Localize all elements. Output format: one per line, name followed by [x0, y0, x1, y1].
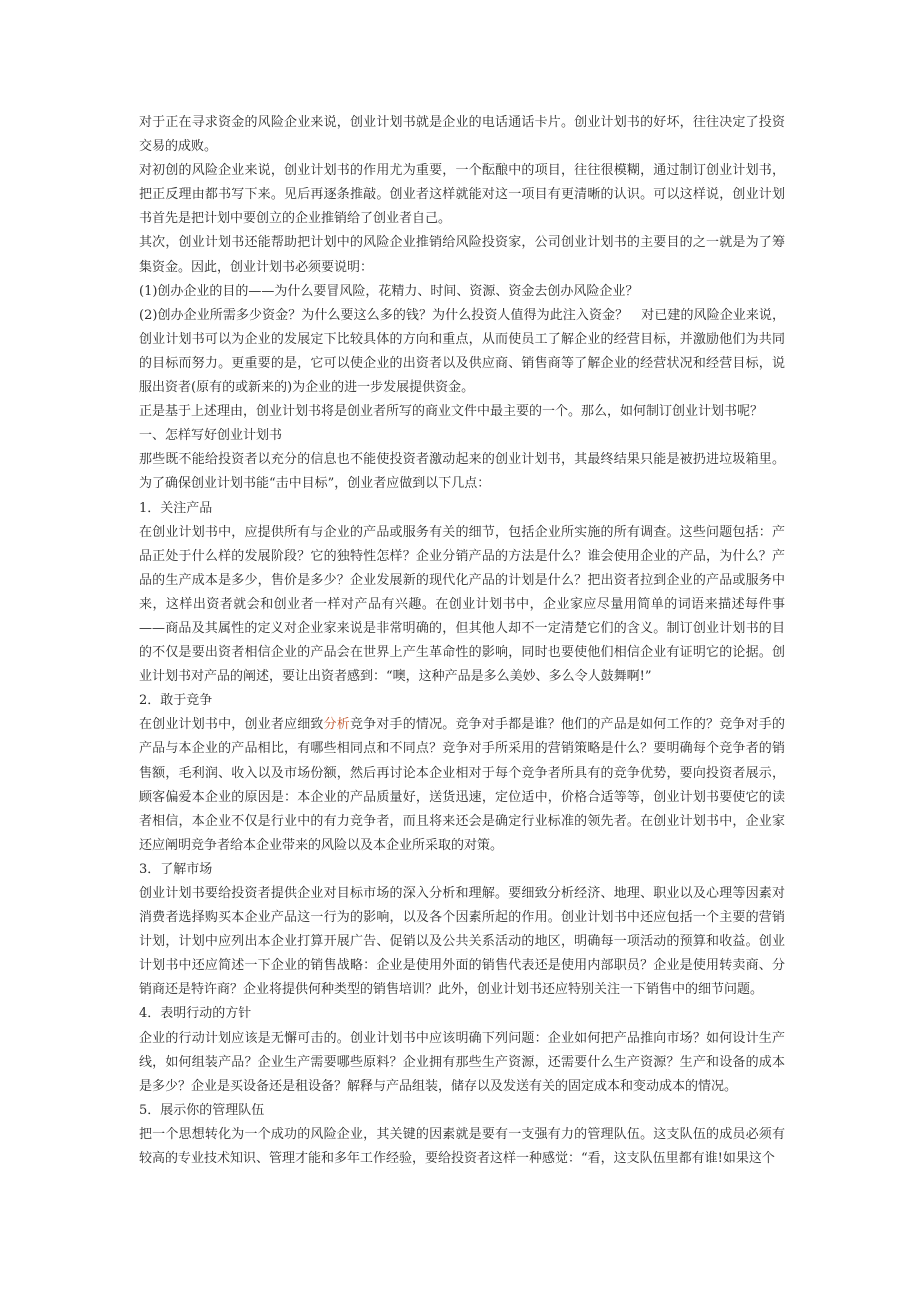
section-heading-how-to-write: 一、怎样写好创业计划书 — [139, 428, 283, 444]
analysis-link[interactable]: 分析 — [323, 717, 350, 733]
paragraph-target: 那些既不能给投资者以充分的信息也不能使投资者激动起来的创业计划书，其最终结果只能是被扔进垃圾箱里。为了确保创业计划书能“击中目标”，创业者应做到以下几点： — [139, 452, 785, 492]
subheading-action-plan: 4．表明行动的方针 — [139, 1006, 252, 1022]
subheading-product: 1．关注产品 — [139, 500, 213, 516]
paragraph-competition — [139, 713, 785, 858]
paragraph-point-1: (1)创办企业的目的——为什么要冒风险，花精力、时间、资源、资金去创办风险企业？ — [139, 283, 639, 299]
paragraph-startup-role: 对初创的风险企业来说，创业计划书的作用尤为重要，一个酝酿中的项目，往往很模糊，通过制订创业计划书，把正反理由都书写下来。见后再逐条推敲。创业者这样就能对这一项目有更清晰的认识。可以这样说，创业计划书首先是把计划中要创立的企业推销给了创业者自己。 — [139, 163, 785, 227]
paragraph-market: 创业计划书要给投资者提供企业对目标市场的深入分析和理解。要细致分析经济、地理、职业以及心理等因素对消费者选择购买本企业产品这一行为的影响，以及各个因素所起的作用。创业计划书中还应包括一个主要的营销计划，计划中应列出本企业打算开展广告、促销以及公共关系活动的地区，明确每一项活动的预算和收益。创业计划书中还应简述一下企业的销售战略：企业是使用外面的销售代表还是使用内部职员？企业是使用转卖商、分销商还是特许商？企业将提供何种类型的销售培训？此外，创业计划书还应特别关注一下销售中的细节问题。 — [139, 886, 785, 998]
paragraph-intro: 对于正在寻求资金的风险企业来说，创业计划书就是企业的电话通话卡片。创业计划书的好坏，往往决定了投资交易的成败。 — [139, 115, 785, 155]
subheading-market: 3．了解市场 — [139, 861, 213, 877]
paragraph-conclusion: 正是基于上述理由，创业计划书将是创业者所写的商业文件中最主要的一个。那么，如何制订创业计划书呢？ — [139, 404, 764, 420]
paragraph-fundraising: 其次，创业计划书还能帮助把计划中的风险企业推销给风险投资家，公司创业计划书的主要目的之一就是为了筹集资金。因此，创业计划书必须要说明： — [139, 235, 785, 275]
subheading-management-team: 5．展示你的管理队伍 — [139, 1102, 265, 1118]
paragraph-product: 在创业计划书中，应提供所有与企业的产品或服务有关的细节，包括企业所实施的所有调查。这些问题包括：产品正处于什么样的发展阶段？它的独特性怎样？企业分销产品的方法是什么？谁会使用企业的产品，为什么？产品的生产成本是多少，售价是多少？企业发展新的现代化产品的计划是什么？把出资者拉到企业的产品或服务中来，这样出资者就会和创业者一样对产品有兴趣。在创业计划书中，企业家应尽量用简单的词语来描述每件事——商品及其属性的定义对企业家来说是非常明确的，但其他人却不一定清楚它们的含义。制订创业计划书的目的不仅是要出资者相信企业的产品会在世界上产生革命性的影响，同时也要使他们相信企业有证明它的论据。创业计划书对产品的阐述，要让出资者感到：“噢，这种产品是多么美妙、多么令人鼓舞啊!” — [139, 524, 785, 685]
subheading-competition: 2．敢于竞争 — [139, 693, 213, 709]
competition-text-before: 在创业计划书中，创业者应细致 — [139, 717, 324, 733]
paragraph-action-plan: 企业的行动计划应该是无懈可击的。创业计划书中应该明确下列问题：企业如何把产品推向市场？如何设计生产线，如何组装产品？企业生产需要哪些原料？企业拥有那些生产资源，还需要什么生产资源？生产和设备的成本是多少？企业是买设备还是租设备？解释与产品组装，储存以及发送有关的固定成本和变动成本的情况。 — [139, 1030, 785, 1094]
competition-text-after: 竞争对手的情况。竞争对手都是谁？他们的产品是如何工作的？竞争对手的产品与本企业的产品相比，有哪些相同点和不同点？竞争对手所采用的营销策略是什么？要明确每个竞争者的销售额，毛利润、收入以及市场份额，然后再讨论本企业相对于每个竞争者所具有的竞争优势，要向投资者展示，顾客偏爱本企业的原因是：本企业的产品质量好，送货迅速，定位适中，价格合适等等，创业计划书要使它的读者相信，本企业不仅是行业中的有力竞争者，而且将来还会是确定行业标准的领先者。在创业计划书中，企业家还应阐明竞争者给本企业带来的风险以及本企业所采取的对策。 — [139, 717, 785, 853]
paragraph-point-2: (2)创办企业所需多少资金？为什么要这么多的钱？为什么投资人值得为此注入资金？ 对已建的风险企业来说，创业计划书可以为企业的发展定下比较具体的方向和重点，从而使员工了解企业的经营目标，并激励他们为共同的目标而努力。更重要的是，它可以使企业的出资者以及供应商、销售商等了解企业的经营状况和经营目标，说服出资者(原有的或新来的)为企业的进一步发展提供资金。 — [139, 307, 785, 396]
document-body — [139, 111, 785, 1171]
paragraph-management-team: 把一个思想转化为一个成功的风险企业，其关键的因素就是要有一支强有力的管理队伍。这支队伍的成员必须有较高的专业技术知识、管理才能和多年工作经验，要给投资者这样一种感觉：“看，这支队伍里都有谁!如果这个 — [139, 1126, 785, 1167]
